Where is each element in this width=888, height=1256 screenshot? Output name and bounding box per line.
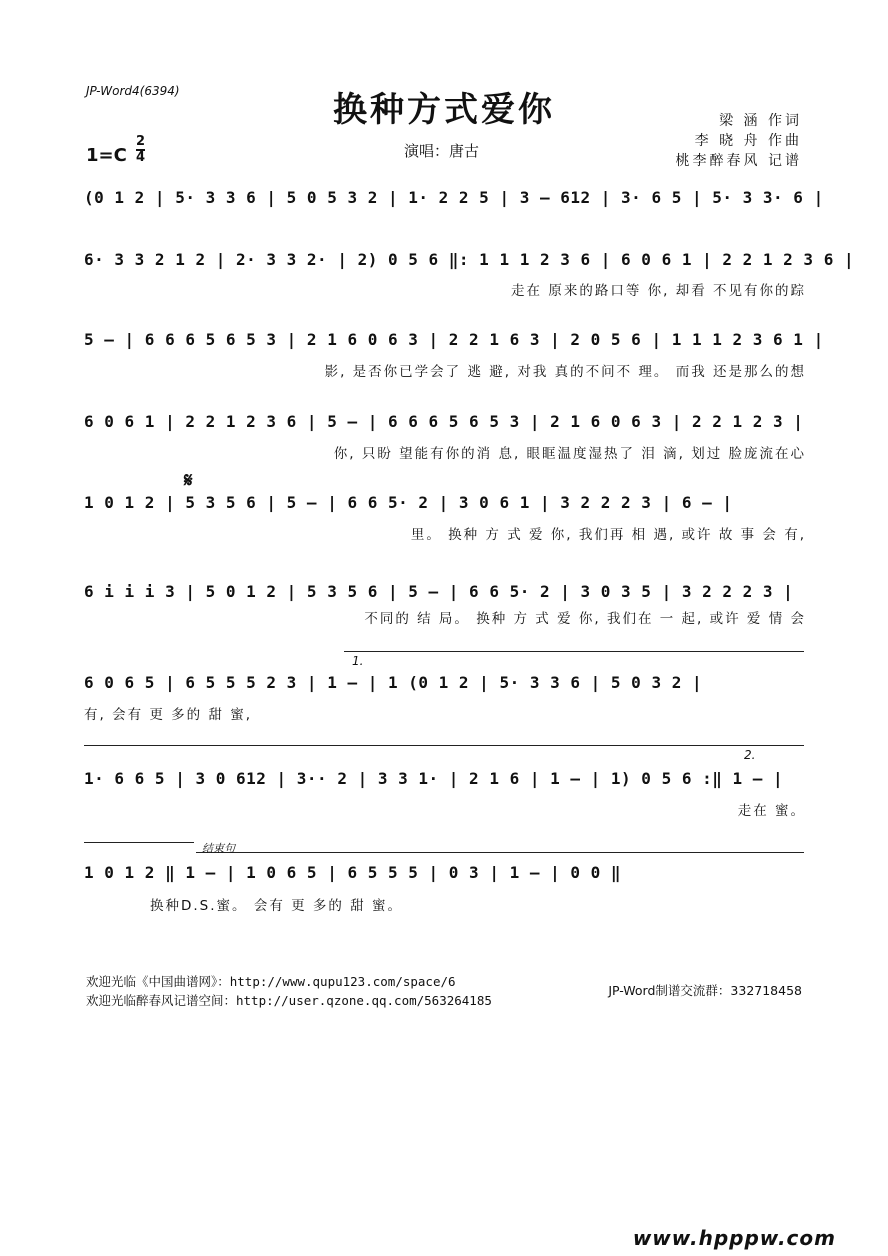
notation-line-7: 6 0 6 5 | 6 5 5 5 2 3 | 1 – | 1 (0 1 2 | 5· 3 3 6 | 5 0 3 2 | — [84, 673, 703, 692]
lyric-line-8: 走在 蜜。 — [737, 803, 806, 819]
singer: 演唱：唐古 — [404, 142, 480, 160]
software-version: JP-Word4(6394) — [86, 84, 180, 98]
time-signature — [136, 136, 145, 164]
composer: 李 晓 舟 作曲 — [694, 133, 802, 149]
notation-line-4: 6 0 6 1 | 2 2 1 2 3 6 | 5 – | 6 6 6 5 6 5 3 | 2 1 6 0 6 3 | 2 2 1 2 3 | — [84, 412, 804, 431]
notation-line-6: 6 i i i 3 | 5 0 1 2 | 5 3 5 6 | 5 – | 6 6 5· 2 | 3 0 3 5 | 3 2 2 2 3 | — [84, 582, 794, 601]
time-bottom: 4 — [136, 150, 146, 165]
notation-line-8: 1· 6 6 5 | 3 0 612 | 3·· 2 | 3 3 1· | 2 1 6 | 1 – | 1) 0 5 6 :‖ 1 – | — [84, 769, 784, 788]
site-watermark: www.hpppw.com — [632, 1226, 836, 1250]
lyric-line-6: 不同的 结 局。 换种 方 式 爱 你, 我们在 一 起, 或许 爱 情 会 — [364, 611, 806, 627]
time-top: 2 — [136, 134, 146, 149]
transcriber: 桃李醉春风 记谱 — [675, 153, 802, 169]
lyric-line-4: 你, 只盼 望能有你的消 息, 眼眶温度湿热了 泪 滴, 划过 脸庞流在心 — [333, 446, 806, 462]
footer-group: JP-Word制谱交流群：332718458 — [608, 983, 802, 998]
key-signature: 1=C — [86, 145, 127, 166]
song-title: 换种方式爱你 — [333, 90, 555, 130]
footer-link-1[interactable]: 欢迎光临《中国曲谱网》：http://www.qupu123.com/space/6 — [86, 974, 456, 989]
notation-line-3: 5 – | 6 6 6 5 6 5 3 | 2 1 6 0 6 3 | 2 2 1 6 3 | 2 0 5 6 | 1 1 1 2 3 6 1 | — [84, 330, 824, 349]
ending-1-bracket-cont — [84, 745, 732, 746]
ending-2-bracket — [732, 745, 804, 746]
lyric-line-9: 换种D.S.蜜。 会有 更 多的 甜 蜜。 — [150, 898, 404, 914]
lyricist: 梁 涵 作词 — [719, 113, 802, 129]
ending-1-bracket — [344, 651, 804, 652]
notation-line-9: 1 0 1 2 ‖ 1 – | 1 0 6 5 | 6 5 5 5 | 0 3 | 1 – | 0 0 ‖ — [84, 863, 622, 882]
ending-2-bracket-cont — [84, 842, 194, 843]
notation-line-2: 6· 3 3 2 1 2 | 2· 3 3 2· | 2) 0 5 6 ‖: 1 1 1 2 3 6 | 6 0 6 1 | 2 2 1 2 3 6 | — [84, 250, 855, 269]
lyric-line-3: 影, 是否你已学会了 逃 避, 对我 真的不问不 理。 而我 还是那么的想 — [324, 364, 806, 380]
notation-line-5: 1 0 1 2 | 5 3 5 6 | 5 – | 6 6 5· 2 | 3 0 6 1 | 3 2 2 2 3 | 6 – | — [84, 493, 733, 512]
coda-label: 结束句 — [202, 842, 235, 855]
segno-sign: 𝄋 — [184, 468, 193, 492]
coda-bracket — [196, 852, 804, 853]
footer-link-2[interactable]: 欢迎光临醉春风记谱空间：http://user.qzone.qq.com/563264185 — [86, 993, 492, 1008]
lyric-line-5: 里。 换种 方 式 爱 你, 我们再 相 遇, 或许 故 事 会 有, — [410, 527, 806, 543]
ending-2-label: 2. — [744, 748, 756, 762]
notation-line-1: (0 1 2 | 5· 3 3 6 | 5 0 5 3 2 | 1· 2 2 5 | 3 – 612 | 3· 6 5 | 5· 3 3· 6 | — [84, 188, 824, 207]
ending-1-label: 1. — [352, 654, 364, 668]
lyric-line-7: 有, 会有 更 多的 甜 蜜, — [84, 707, 253, 723]
lyric-line-2: 走在 原来的路口等 你, 却看 不见有你的踪 — [511, 283, 806, 299]
